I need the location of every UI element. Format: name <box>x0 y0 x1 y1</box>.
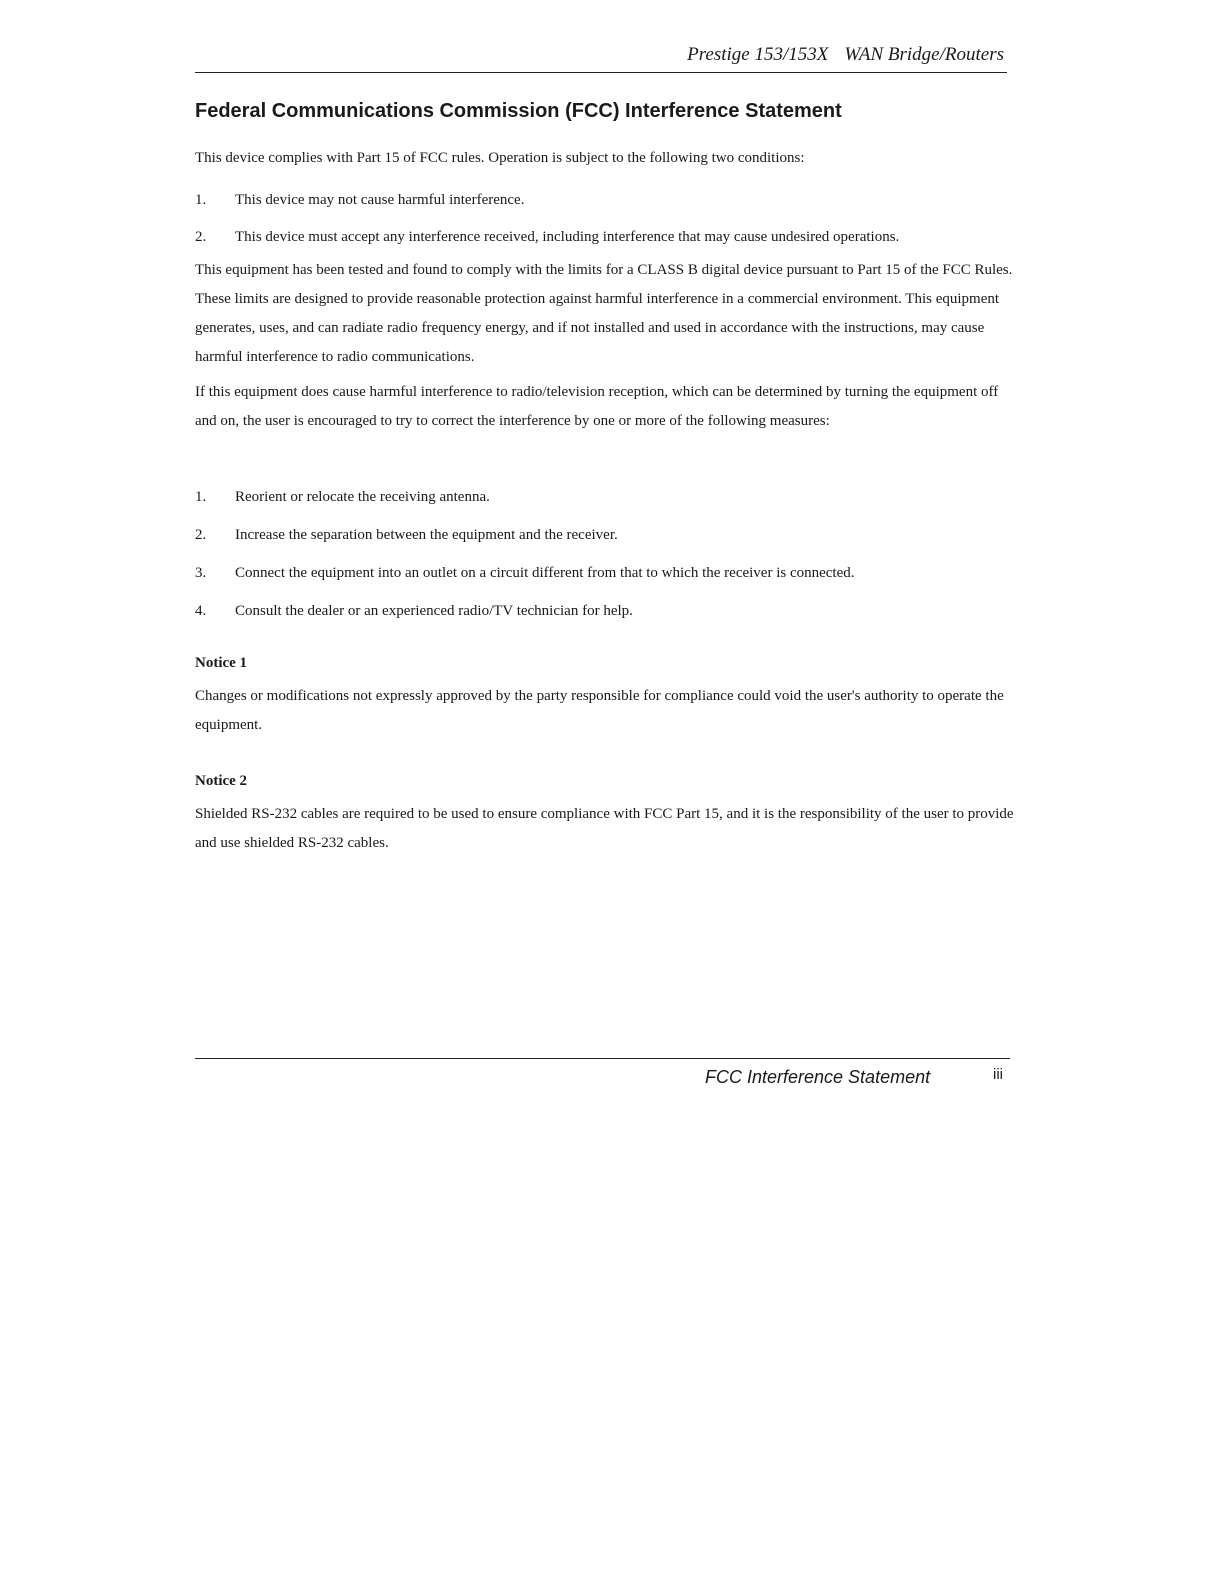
measure-text: Increase the separation between the equipment and the receiver. <box>235 527 618 543</box>
notice-2-heading: Notice 2 <box>195 773 248 789</box>
condition-item <box>195 227 1015 247</box>
notice-2-text: Shielded RS-232 cables are required to be used to ensure compliance with FCC Part 15, and it is the responsibility of the user to provide and use shielded RS-232 cables. <box>195 806 1014 851</box>
measure-text: Connect the equipment into an outlet on a circuit different from that to which the receiver is connected. <box>235 565 855 581</box>
interference-paragraph: If this equipment does cause harmful interference to radio/television reception, which can be determined by turning the equipment off and on, the user is encouraged to try to correct the interference by one or more of the following measures: <box>195 384 999 429</box>
measure-number: 3. <box>195 565 207 581</box>
page-title: Federal Communications Commission (FCC) Interference Statement <box>195 100 842 122</box>
measure-item <box>195 487 1015 507</box>
header-rule <box>195 72 1007 73</box>
measure-item <box>195 525 1015 545</box>
running-header <box>687 44 1004 66</box>
measure-number: 2. <box>195 527 207 543</box>
notice-1-text: Changes or modifications not expressly approved by the party responsible for compliance could void the user's authority to operate the equipment. <box>195 688 1004 733</box>
compliance-paragraph: This equipment has been tested and found to comply with the limits for a CLASS B digital device pursuant to Part 15 of the FCC Rules. These limits are designed to provide reasonable protection against harmful interference in a commercial environment. This equipment generates, uses, and can radiate radio frequency energy, and if not installed and used in accordance with the instructions, may cause harmful interference to radio communications. <box>195 262 1013 365</box>
footer-rule <box>195 1058 1010 1059</box>
footer-section-title: FCC Interference Statement <box>705 1067 931 1087</box>
measure-text: Reorient or relocate the receiving antenna. <box>235 489 490 505</box>
measure-number: 1. <box>195 489 207 505</box>
header-product: Prestige 153/153X <box>687 44 829 65</box>
condition-text: This device may not cause harmful interference. <box>235 192 525 208</box>
condition-number: 2. <box>195 229 207 245</box>
header-category: WAN Bridge/Routers <box>844 44 1004 65</box>
notice-1-heading: Notice 1 <box>195 655 248 671</box>
measure-item <box>195 601 1015 621</box>
condition-item <box>195 190 1015 210</box>
measure-number: 4. <box>195 603 207 619</box>
condition-number: 1. <box>195 192 207 208</box>
page-number: iii <box>993 1066 1003 1083</box>
measure-item <box>195 563 1015 583</box>
measure-text: Consult the dealer or an experienced radio/TV technician for help. <box>235 603 633 619</box>
condition-text: This device must accept any interference received, including interference that may cause undesired operations. <box>235 229 900 245</box>
intro-paragraph: This device complies with Part 15 of FCC rules. Operation is subject to the following two conditions: <box>195 150 805 166</box>
